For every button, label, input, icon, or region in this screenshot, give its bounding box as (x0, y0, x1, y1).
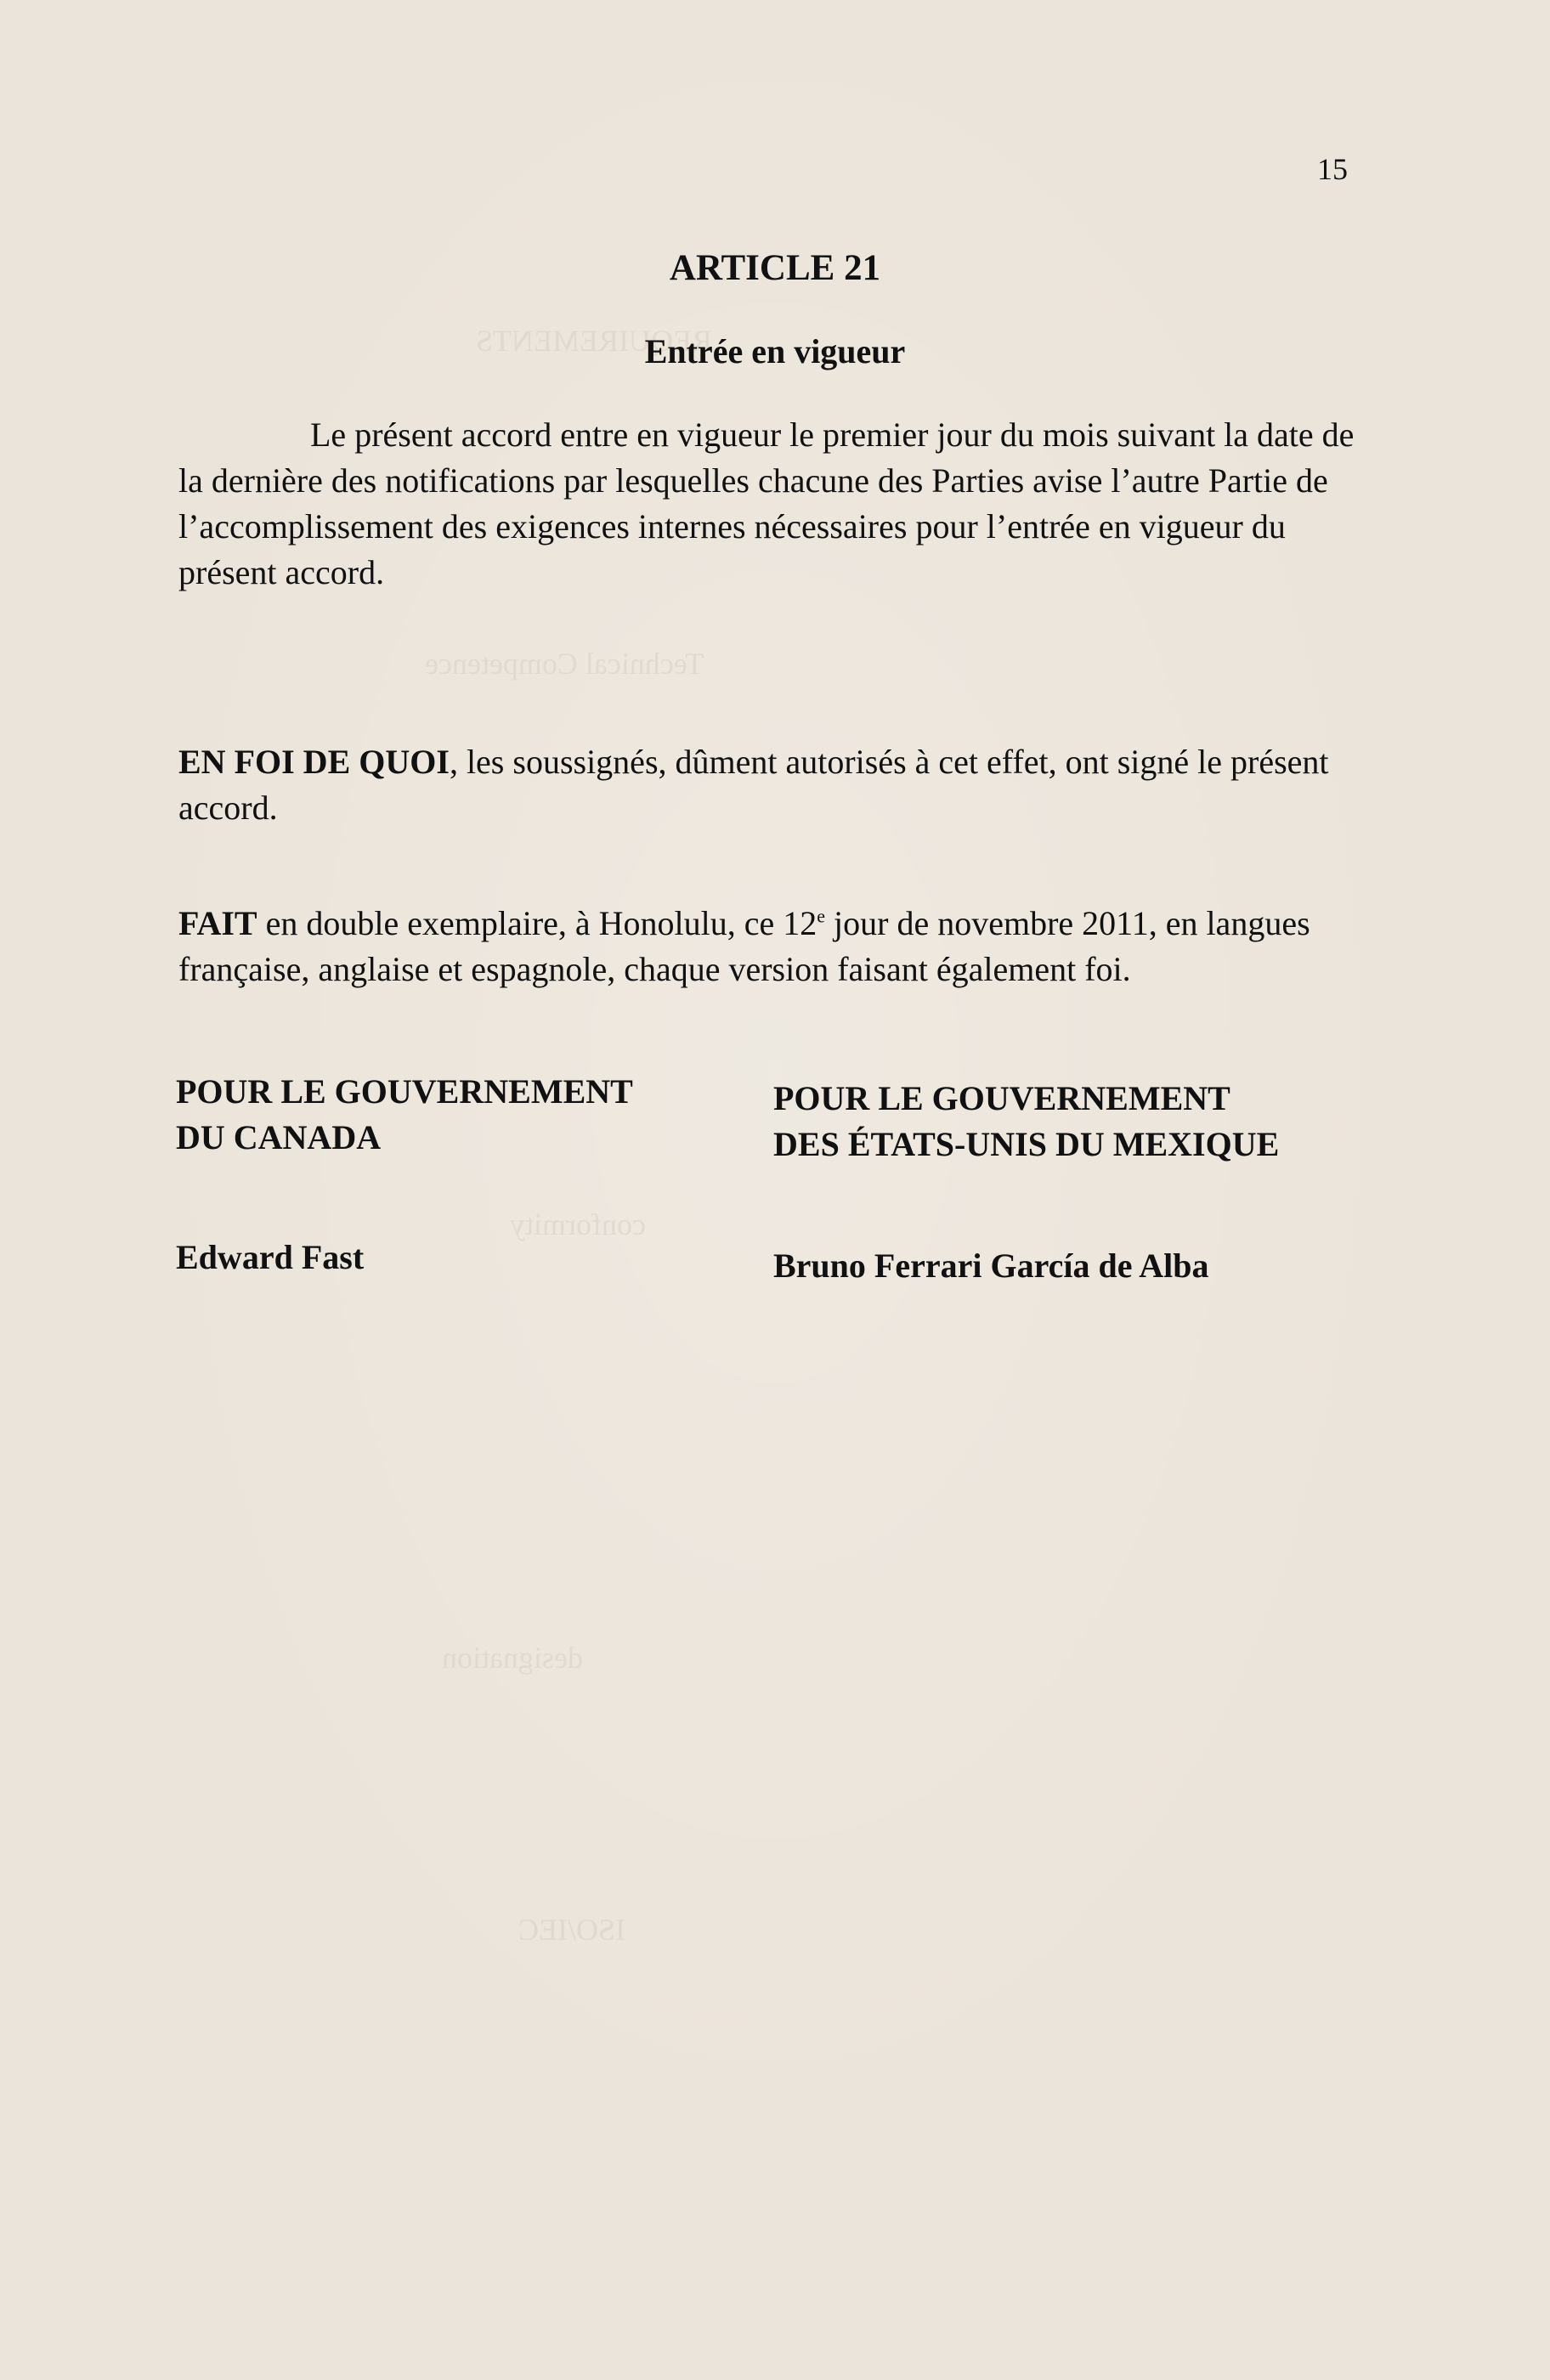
canada-signature-block (176, 1069, 703, 1161)
mexico-government-line-1: POUR LE GOUVERNEMENT (773, 1079, 1230, 1117)
article-body (178, 412, 1368, 596)
show-through-text: conformity (510, 1207, 646, 1241)
show-through-text: Technical Competence (425, 647, 704, 681)
article-subheading: Entrée en vigueur (644, 332, 906, 370)
execution-clause-body-after-superscript: jour de novembre 2011, en langues française, anglaise et espagnole, chaque version faisant également foi. (178, 904, 1310, 988)
show-through-text: REQUIREMENTS (476, 324, 712, 358)
witness-clause-text (178, 739, 1368, 831)
execution-clause-lead: FAIT (178, 904, 257, 942)
mexico-signature-block (773, 1076, 1419, 1167)
witness-clause-body: , les soussignés, dûment autorisés à cet effet, ont signé le présent accord. (178, 743, 1329, 827)
show-through-text: designation (442, 1641, 583, 1675)
mexico-signatory-name: Bruno Ferrari García de Alba (773, 1247, 1209, 1285)
canada-government-line-2: DU CANADA (176, 1118, 382, 1156)
execution-clause-body-before-superscript: en double exemplaire, à Honolulu, ce 12 (257, 904, 817, 942)
execution-clause-text (178, 901, 1368, 992)
ordinal-superscript: e (817, 905, 826, 927)
witness-clause (178, 739, 1368, 831)
execution-clause (178, 901, 1368, 992)
canada-government-line-1: POUR LE GOUVERNEMENT (176, 1072, 633, 1111)
article-body-text: Le présent accord entre en vigueur le premier jour du mois suivant la date de la dernière des notifications par lesquelles chacune des Parties avise l’autre Partie de l’accomplissement des exigences internes nécessaires pour l’entrée en vigueur du présent accord. (178, 416, 1355, 591)
article-heading: ARTICLE 21 (669, 248, 881, 288)
show-through-text: ISO/IEC (518, 1913, 625, 1947)
witness-clause-lead: EN FOI DE QUOI (178, 743, 450, 781)
mexico-government-line-2: DES ÉTATS-UNIS DU MEXIQUE (773, 1125, 1280, 1163)
page-number: 15 (1317, 152, 1348, 186)
canada-signatory-name: Edward Fast (176, 1238, 365, 1276)
